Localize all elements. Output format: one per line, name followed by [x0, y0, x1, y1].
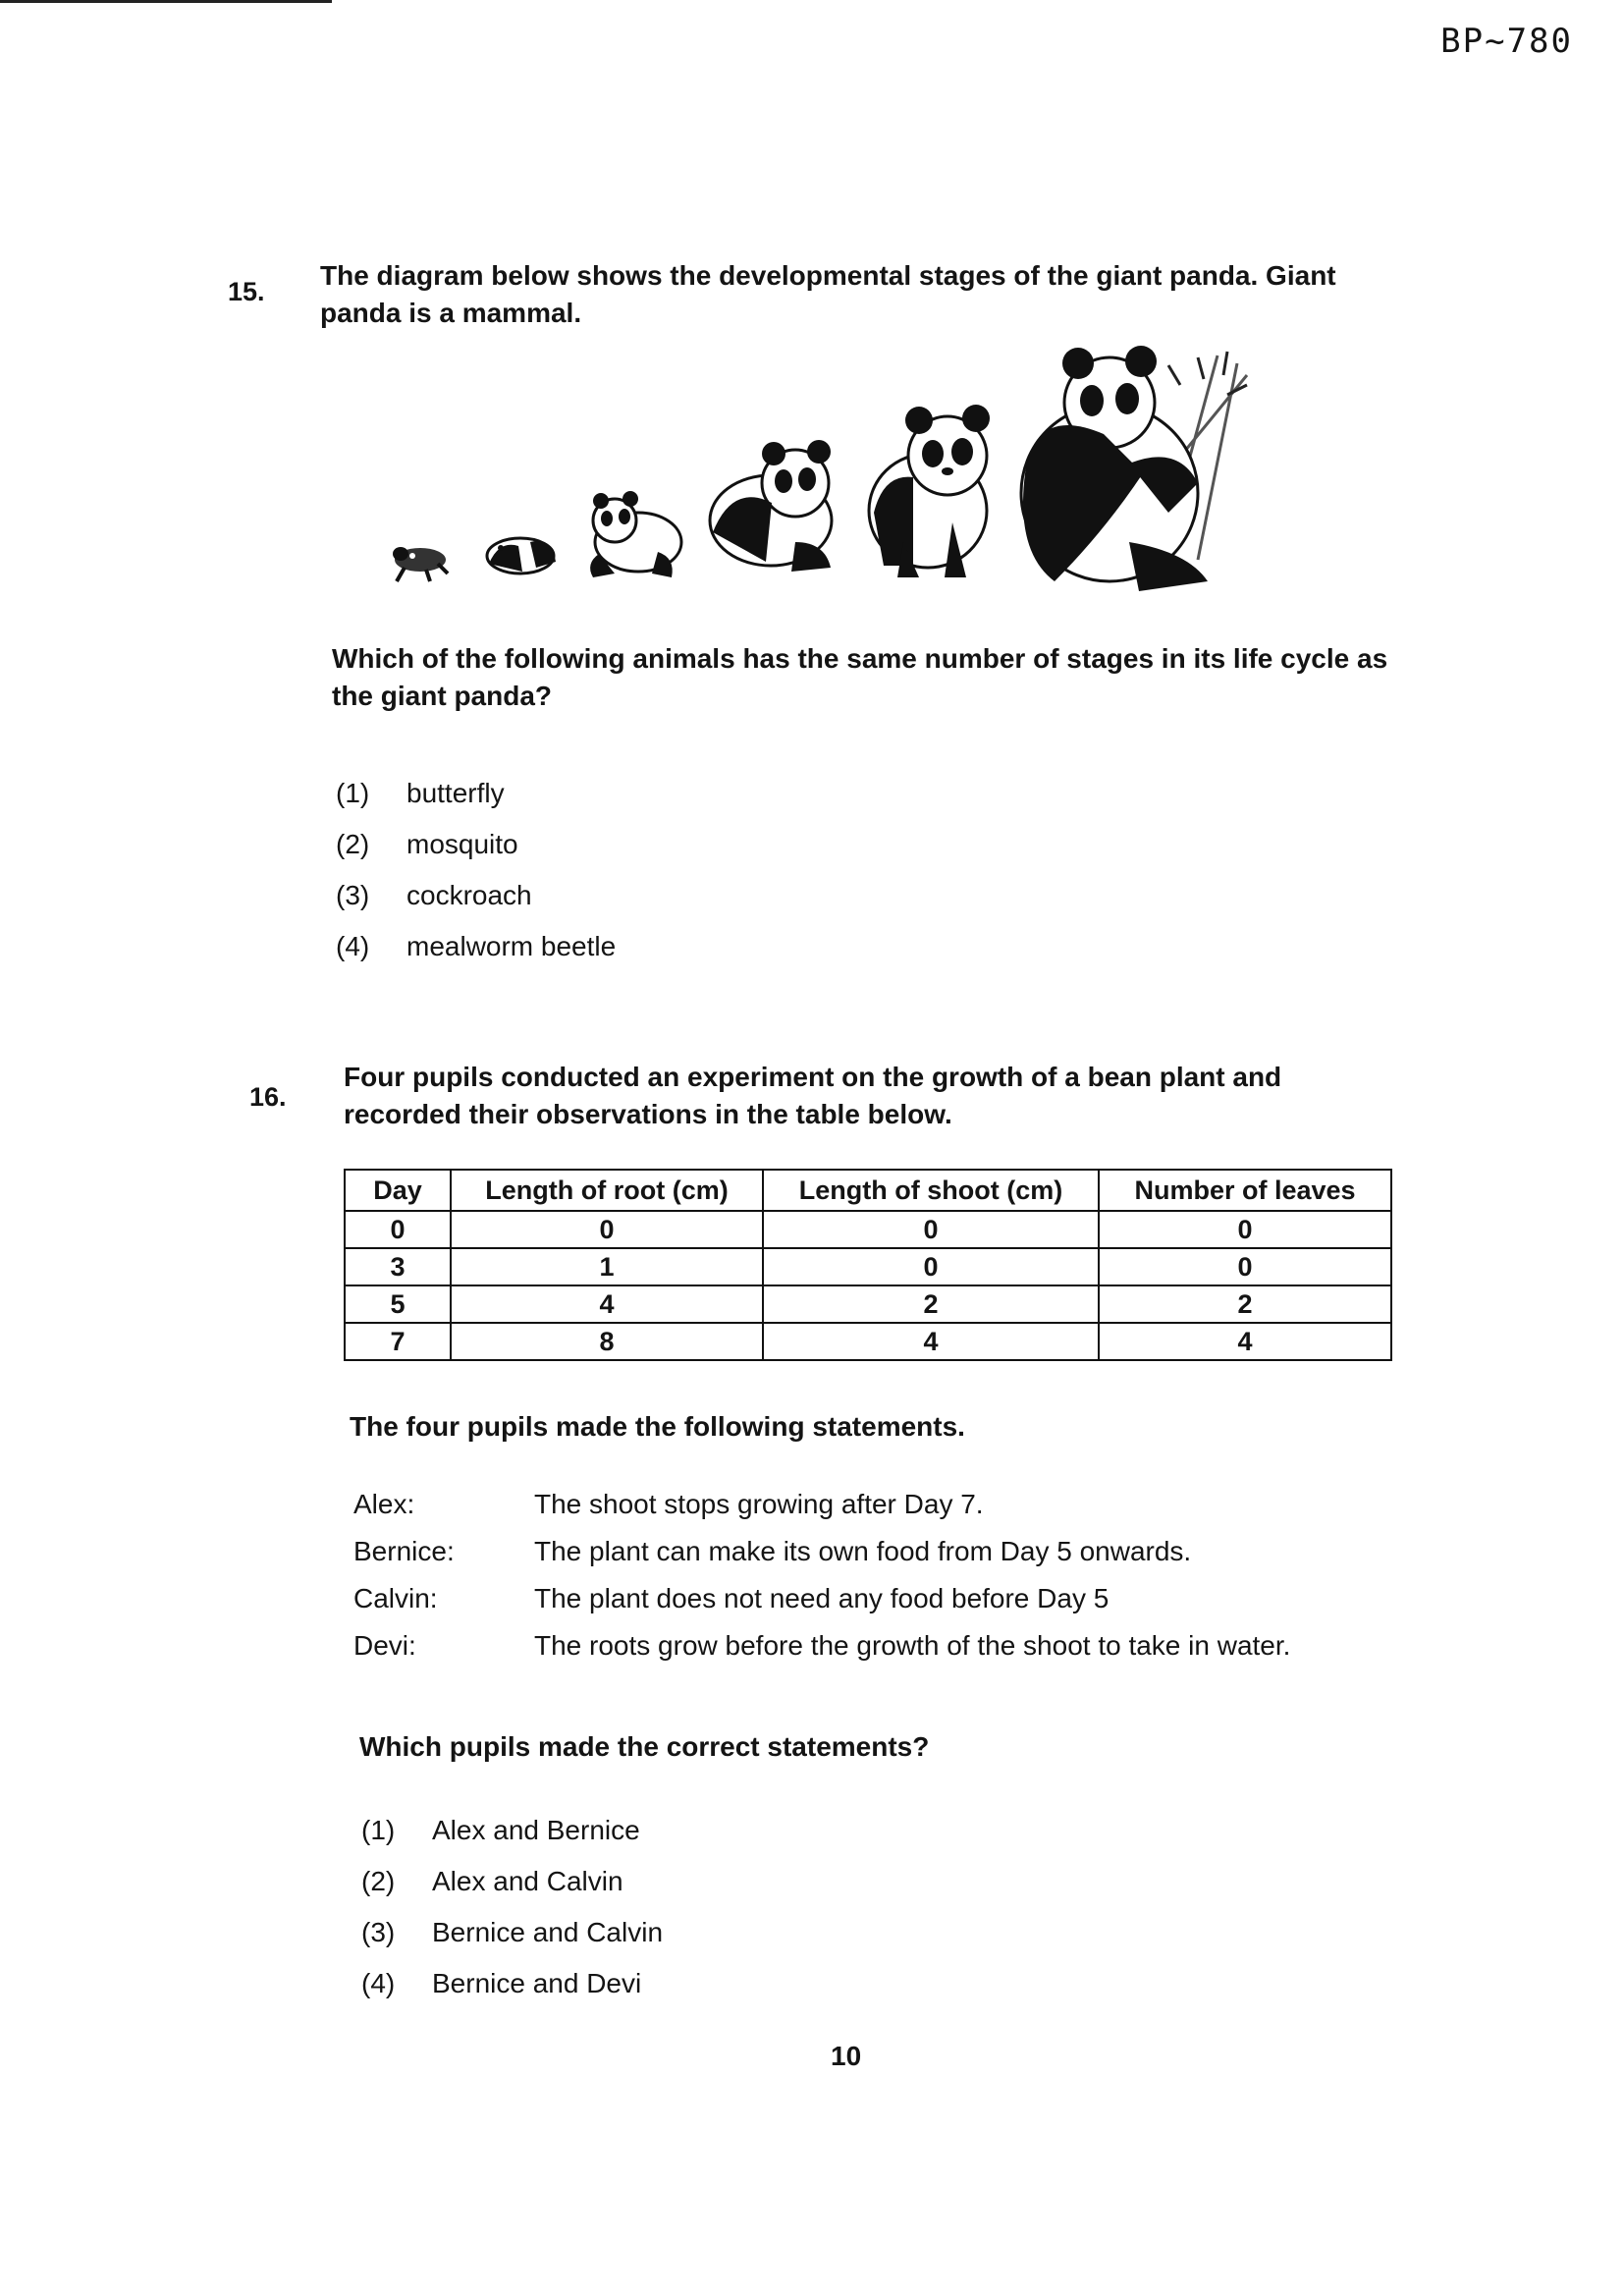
statement-bernice — [353, 1528, 1290, 1575]
q15-option-3[interactable] — [336, 870, 616, 921]
table-cell: 0 — [763, 1211, 1099, 1248]
panda-juvenile-icon — [869, 405, 990, 577]
q15-stem: The diagram below shows the developmental stages of the giant panda. Giant panda is a mammal. — [320, 260, 1336, 328]
option-tag: (2) — [336, 829, 370, 859]
option-tag: (1) — [336, 778, 370, 808]
option-text: mealworm beetle — [406, 931, 617, 961]
table-header-row — [345, 1170, 1391, 1211]
q15-options — [336, 768, 616, 972]
pupil-name: Devi: — [353, 1630, 416, 1661]
q16-stem: Four pupils conducted an experiment on the growth of a bean plant and recorded their observations in the table below. — [344, 1062, 1282, 1129]
q16-option-1[interactable] — [361, 1805, 663, 1856]
panda-cub-stage3-icon — [590, 491, 681, 577]
q15-option-2[interactable] — [336, 819, 616, 870]
option-text: Bernice and Calvin — [432, 1917, 664, 1947]
option-text: mosquito — [406, 829, 518, 859]
option-text: Bernice and Devi — [432, 1968, 642, 1998]
q15-option-1[interactable] — [336, 768, 616, 819]
pupil-name: Bernice: — [353, 1536, 455, 1566]
page-code: BP~780 — [1440, 22, 1573, 61]
table-cell: 0 — [763, 1248, 1099, 1285]
table-cell: 2 — [1099, 1285, 1391, 1323]
panda-cub-stage2-icon — [487, 538, 556, 574]
statement-alex — [353, 1481, 1290, 1528]
table-row — [345, 1285, 1391, 1323]
option-tag: (2) — [361, 1866, 396, 1896]
table-cell: 5 — [345, 1285, 451, 1323]
table-cell: 2 — [763, 1285, 1099, 1323]
pupil-statements — [353, 1481, 1290, 1669]
top-rule — [0, 0, 332, 3]
option-text: cockroach — [406, 880, 532, 910]
panda-cub-stage4-icon — [710, 440, 832, 572]
statement-text: The plant does not need any food before Day 5 — [534, 1583, 1110, 1613]
table-cell: 0 — [451, 1211, 763, 1248]
q16-option-2[interactable] — [361, 1856, 663, 1907]
table-header-day: Day — [345, 1170, 451, 1211]
q16-question: Which pupils made the correct statements? — [359, 1731, 930, 1762]
table-row — [345, 1323, 1391, 1360]
pupil-name: Alex: — [353, 1489, 415, 1519]
option-tag: (1) — [361, 1815, 396, 1845]
panda-newborn-icon — [393, 547, 448, 581]
statement-text: The plant can make its own food from Day 5 onwards. — [534, 1536, 1192, 1566]
option-tag: (3) — [361, 1917, 396, 1947]
option-text: Alex and Bernice — [432, 1815, 640, 1845]
table-cell: 3 — [345, 1248, 451, 1285]
panda-development-stages-image — [383, 346, 1296, 591]
option-text: butterfly — [406, 778, 505, 808]
q16-intro: The four pupils made the following statements. — [350, 1411, 965, 1442]
table-cell: 7 — [345, 1323, 451, 1360]
q15-question: Which of the following animals has the same number of stages in its life cycle as the giant panda? — [332, 643, 1388, 711]
table-cell: 8 — [451, 1323, 763, 1360]
q15-option-4[interactable] — [336, 921, 616, 972]
statement-calvin — [353, 1575, 1290, 1622]
q16-number: 16. — [249, 1082, 287, 1112]
table-cell: 1 — [451, 1248, 763, 1285]
q15-number: 15. — [228, 277, 265, 306]
panda-adult-icon — [1021, 346, 1247, 591]
table-cell: 0 — [1099, 1248, 1391, 1285]
table-header-root: Length of root (cm) — [451, 1170, 763, 1211]
table-header-leaves: Number of leaves — [1099, 1170, 1391, 1211]
q16-option-4[interactable] — [361, 1958, 663, 2009]
table-cell: 0 — [345, 1211, 451, 1248]
page-number: 10 — [831, 2041, 862, 2071]
q16-option-3[interactable] — [361, 1907, 663, 1958]
pupil-name: Calvin: — [353, 1583, 438, 1613]
table-header-shoot: Length of shoot (cm) — [763, 1170, 1099, 1211]
table-row — [345, 1248, 1391, 1285]
table-cell: 4 — [763, 1323, 1099, 1360]
statement-text: The roots grow before the growth of the shoot to take in water. — [534, 1630, 1291, 1661]
option-tag: (4) — [336, 931, 370, 961]
table-cell: 4 — [1099, 1323, 1391, 1360]
table-cell: 0 — [1099, 1211, 1391, 1248]
option-text: Alex and Calvin — [432, 1866, 623, 1896]
growth-observation-table — [344, 1169, 1392, 1361]
statement-devi — [353, 1622, 1290, 1669]
table-row — [345, 1211, 1391, 1248]
table-cell: 4 — [451, 1285, 763, 1323]
option-tag: (4) — [361, 1968, 396, 1998]
option-tag: (3) — [336, 880, 370, 910]
q16-options — [361, 1805, 663, 2009]
statement-text: The shoot stops growing after Day 7. — [534, 1489, 984, 1519]
